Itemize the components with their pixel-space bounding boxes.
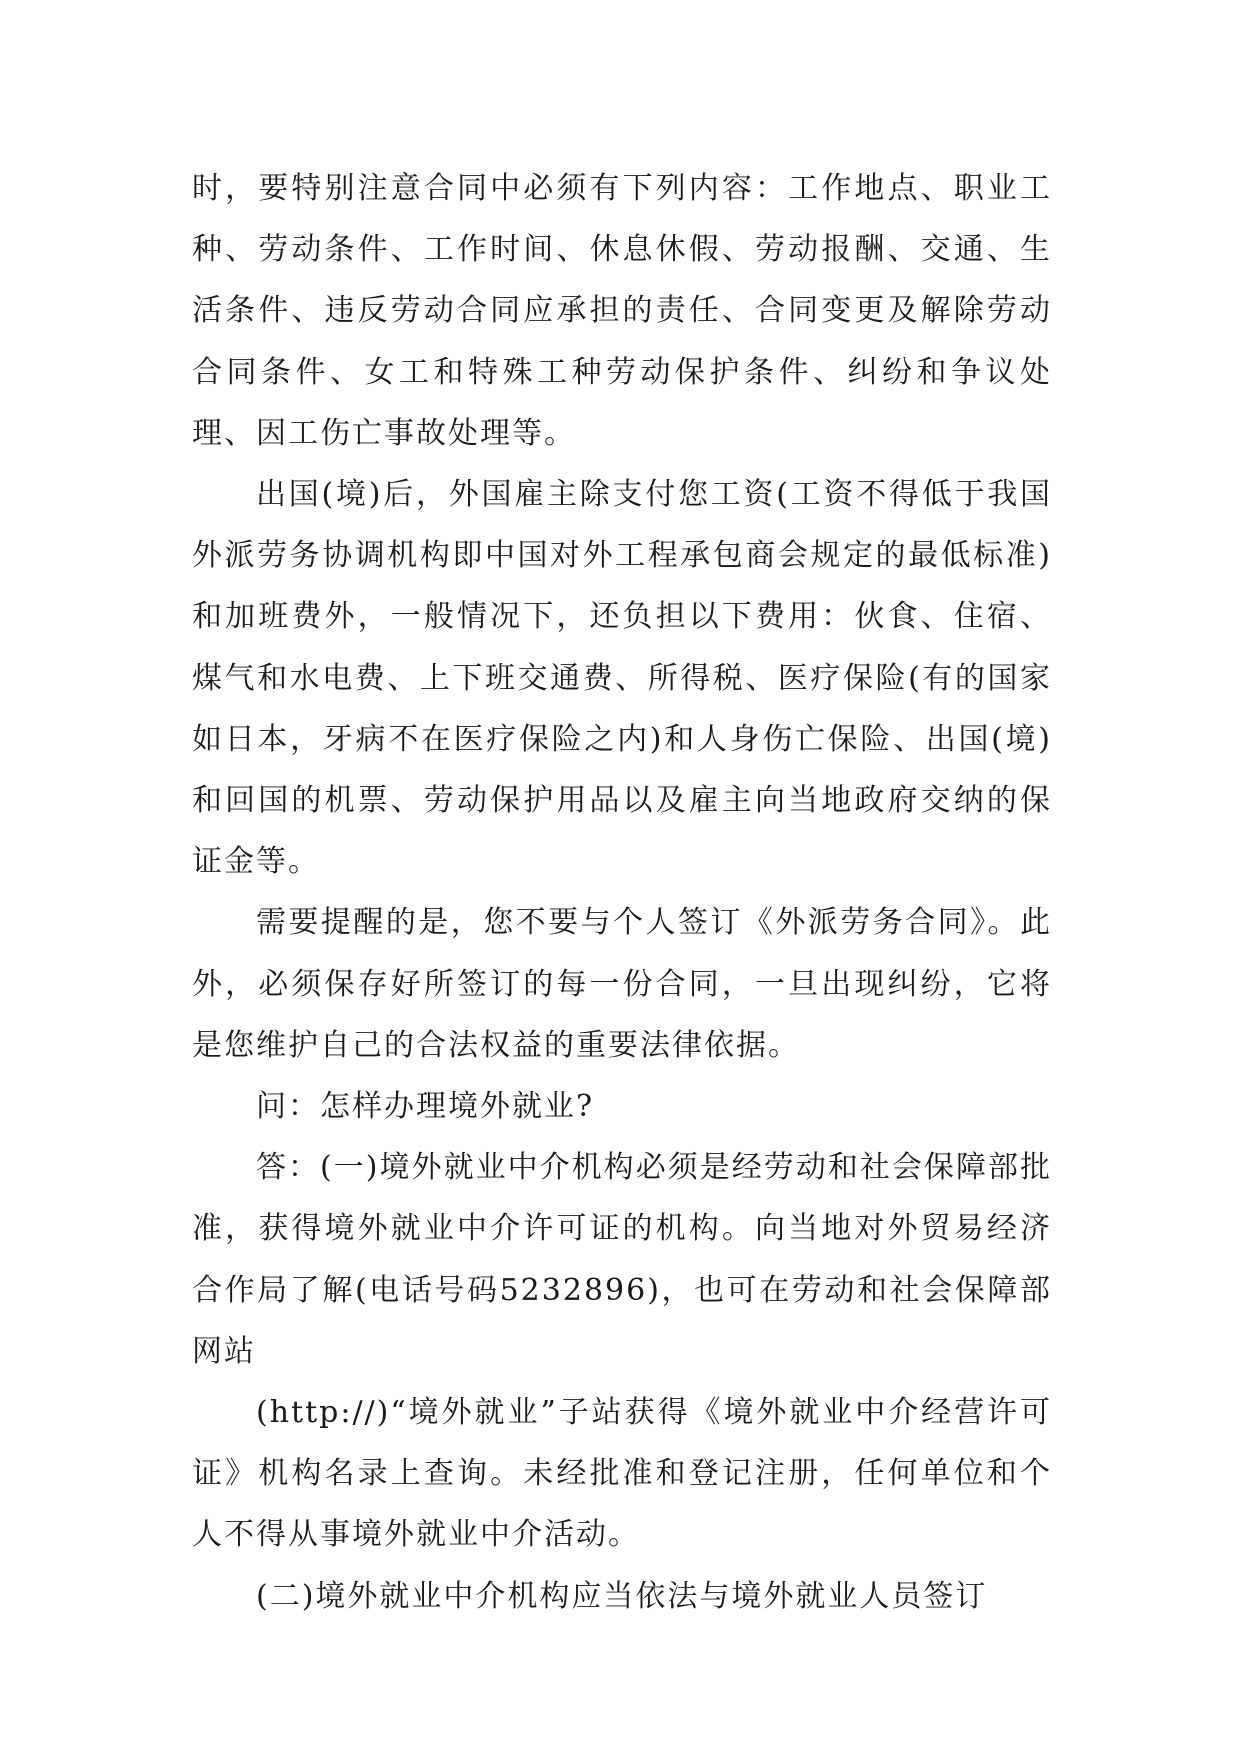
paragraph-question: 问：怎样办理境外就业? [256,1089,595,1125]
document-body [192,158,1052,1627]
paragraph-reminder: 需要提醒的是，您不要与个人签订《外派劳务合同》。此外，必须保存好所签订的每一份合同，一旦出现纠纷，它将是您维护自己的合法权益的重要法律依据。 [192,905,1052,1063]
paragraph-answer-1-continued: (http://)“境外就业”子站获得《境外就业中介经营许可证》机构名录上查询。未经批准和登记注册，任何单位和个人不得从事境外就业中介活动。 [192,1395,1052,1553]
paragraph-contract-contents: 时，要特别注意合同中必须有下列内容：工作地点、职业工种、劳动条件、工作时间、休息休假、劳动报酬、交通、生活条件、违反劳动合同应承担的责任、合同变更及解除劳动合同条件、女工和特殊工种劳动保护条件、纠纷和争议处理、因工伤亡事故处理等。 [192,171,1052,451]
paragraph-employer-expenses: 出国(境)后，外国雇主除支付您工资(工资不得低于我国外派劳务协调机构即中国对外工程承包商会规定的最低标准)和加班费外，一般情况下，还负担以下费用：伙食、住宿、煤气和水电费、上下班交通费、所得税、医疗保险(有的国家如日本，牙病不在医疗保险之内)和人身伤亡保险、出国(境)和回国的机票、劳动保护用品以及雇主向当地政府交纳的保证金等。 [192,477,1052,880]
paragraph-answer-1: 答：(一)境外就业中介机构必须是经劳动和社会保障部批准，获得境外就业中介许可证的机构。向当地对外贸易经济合作局了解(电话号码5232896)，也可在劳动和社会保障部网站 [192,1150,1052,1369]
paragraph-answer-2: (二)境外就业中介机构应当依法与境外就业人员签订 [256,1578,988,1614]
